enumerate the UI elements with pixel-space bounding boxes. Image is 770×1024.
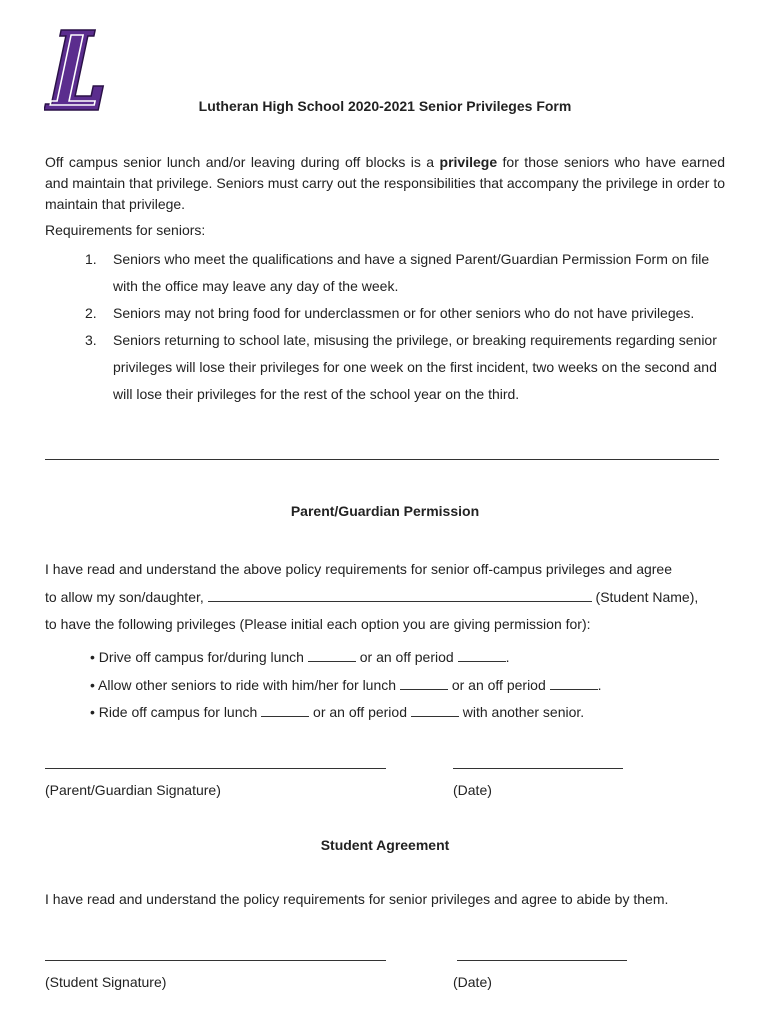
lunch-initial-field[interactable] xyxy=(400,677,448,690)
parent-date-label: (Date) xyxy=(453,782,492,798)
intro-text-start: Off campus senior lunch and/or leaving during off blocks is a xyxy=(45,154,440,170)
option-text: or an off period xyxy=(355,649,458,665)
permission-line-2 xyxy=(45,584,725,612)
student-name-field[interactable] xyxy=(208,589,592,602)
list-item xyxy=(90,672,602,700)
section-divider xyxy=(45,459,719,460)
requirements-list xyxy=(85,246,730,408)
lunch-initial-field[interactable] xyxy=(261,704,309,717)
item-text: Seniors may not bring food for underclassmen or for other seniors who do not have privileges. xyxy=(113,305,695,321)
intro-text-end: for those seniors who have earned and maintain that privilege. Seniors must carry out the responsibilities that accompany the privilege in order to maintain that privilege. xyxy=(45,154,725,212)
student-signature-line[interactable] xyxy=(45,960,386,961)
requirements-label: Requirements for seniors: xyxy=(45,222,206,238)
option-text: • Allow other seniors to ride with him/her for lunch xyxy=(90,676,400,693)
parent-permission-paragraph xyxy=(45,556,725,639)
list-item xyxy=(85,246,730,300)
option-text: or an off period xyxy=(447,676,550,693)
option-text: . xyxy=(505,649,510,665)
student-agreement-heading: Student Agreement xyxy=(320,837,450,853)
form-title: Lutheran High School 2020-2021 Senior Privileges Form xyxy=(198,98,572,114)
parent-date-line[interactable] xyxy=(453,768,623,769)
student-date-label: (Date) xyxy=(453,974,492,990)
off-period-initial-field[interactable] xyxy=(411,704,459,717)
student-agreement-text: I have read and understand the policy requirements for senior privileges and agree to abide by them. xyxy=(45,891,669,907)
privilege-options-list xyxy=(90,644,602,727)
option-text: • Drive off campus for/during lunch xyxy=(90,649,308,665)
item-text: Seniors who meet the qualifications and have a signed Parent/Guardian Permission Form on file with the office may leave any day of the week. xyxy=(113,251,710,294)
parent-signature-line[interactable] xyxy=(45,768,386,769)
intro-paragraph xyxy=(45,152,725,215)
student-name-label: (Student Name), xyxy=(591,588,699,605)
item-text: Seniors returning to school late, misusing the privilege, or breaking requirements regarding senior privileges will lose their privileges for one week on the first incident, two weeks on the second and will lose their privileges for the rest of the school year on the third. xyxy=(113,332,717,402)
item-number: 1. xyxy=(85,251,97,267)
option-text: . xyxy=(597,676,602,693)
option-text: with another senior. xyxy=(458,704,585,720)
item-number: 3. xyxy=(85,332,97,348)
parent-signature-label: (Parent/Guardian Signature) xyxy=(45,782,221,798)
permission-text: to allow my son/daughter, xyxy=(45,588,208,605)
lunch-initial-field[interactable] xyxy=(308,649,356,662)
option-text: • Ride off campus for lunch xyxy=(90,704,262,720)
parent-permission-heading: Parent/Guardian Permission xyxy=(290,503,480,519)
off-period-initial-field[interactable] xyxy=(458,649,506,662)
item-number: 2. xyxy=(85,305,97,321)
list-item xyxy=(85,300,730,327)
privilege-emphasis: privilege xyxy=(439,154,498,170)
list-item xyxy=(85,327,730,408)
permission-line-3: to have the following privileges (Please initial each option you are giving permission for): xyxy=(45,616,591,632)
list-item xyxy=(90,699,602,727)
permission-line-1: I have read and understand the above policy requirements for senior off-campus privileges and agree xyxy=(45,561,673,577)
option-text: or an off period xyxy=(309,704,411,720)
list-item xyxy=(90,644,602,672)
student-signature-label: (Student Signature) xyxy=(45,974,167,990)
off-period-initial-field[interactable] xyxy=(550,677,598,690)
student-date-line[interactable] xyxy=(457,960,627,961)
